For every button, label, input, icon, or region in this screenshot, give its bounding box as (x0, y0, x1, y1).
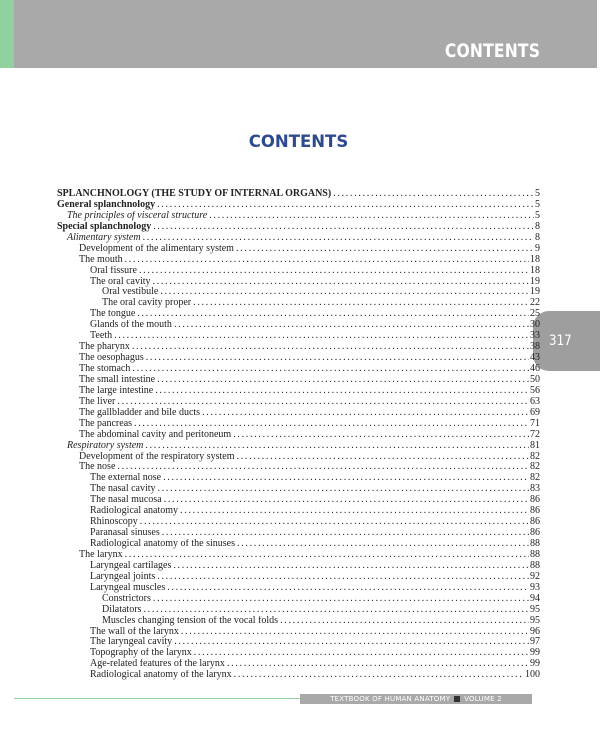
toc-entry-page: 86 (530, 517, 540, 528)
toc-leader-dots (114, 331, 529, 342)
toc-entry[interactable] (57, 309, 540, 320)
toc-leader-dots (237, 539, 529, 550)
header-title: CONTENTS (444, 40, 540, 62)
toc-entry[interactable] (57, 517, 540, 528)
toc-entry-label: The abdominal cavity and peritoneum (79, 429, 232, 440)
toc-entry-label: Respiratory system (67, 440, 144, 451)
toc-entry-page: 82 (530, 451, 540, 462)
toc-entry-page: 99 (530, 659, 540, 670)
toc-entry[interactable] (57, 233, 540, 244)
toc-entry[interactable] (57, 648, 540, 659)
toc-entry-label: Paranasal sinuses (90, 528, 160, 539)
toc-entry-label: Radiological anatomy (90, 506, 179, 517)
toc-entry[interactable] (57, 506, 540, 517)
toc-entry-label: Age-related features of the larynx (90, 659, 225, 670)
toc-entry[interactable] (57, 441, 540, 452)
toc-leader-dots (173, 561, 529, 572)
toc-entry-label: The principles of visceral structure (67, 210, 208, 221)
toc-entry-page: 82 (530, 462, 540, 473)
toc-entry[interactable] (57, 419, 540, 430)
toc-leader-dots (202, 408, 529, 419)
toc-entry[interactable] (57, 255, 540, 266)
toc-entry[interactable] (57, 342, 540, 353)
toc-entry[interactable] (57, 627, 540, 638)
toc-entry-page: 25 (530, 309, 540, 320)
toc-entry-page: 46 (530, 364, 540, 374)
footer-line (14, 698, 300, 699)
toc-leader-dots (280, 616, 529, 627)
toc-entry[interactable] (57, 375, 540, 386)
toc-entry-page: 97 (530, 637, 540, 648)
toc-leader-dots (117, 462, 529, 473)
toc-entry-label: SPLANCHNOLOGY (THE STUDY OF INTERNAL ORGANS) (57, 189, 332, 199)
toc-leader-dots (162, 528, 529, 539)
toc-entry-label: Special splanchnology (57, 221, 152, 232)
toc-entry-page: 5 (535, 199, 540, 210)
toc-entry-label: Topography of the larynx (90, 648, 192, 659)
toc-entry[interactable] (57, 452, 540, 463)
toc-entry-label: The small intestine (79, 374, 156, 385)
toc-entry-label: Development of the alimentary system (79, 243, 234, 254)
toc-entry-page: 22 (530, 298, 540, 309)
toc-entry-page: 81 (530, 440, 540, 451)
toc-entry-page: 95 (530, 615, 540, 626)
toc-entry-label: Rhinoscopy (90, 517, 138, 528)
toc-leader-dots (153, 222, 534, 233)
square-icon (454, 696, 460, 702)
toc-entry-page: 69 (530, 407, 540, 418)
toc-entry-label: The larynx (79, 549, 123, 560)
toc-entry-page: 94 (530, 593, 540, 604)
toc-entry-label: The gallbladder and bile ducts (79, 407, 201, 418)
toc-entry-page: 86 (530, 528, 540, 539)
toc-leader-dots (157, 572, 529, 583)
toc-entry-label: The nasal cavity (90, 484, 156, 495)
footer-book-title: TEXTBOOK OF HUMAN ANATOMY (330, 695, 451, 703)
toc-leader-dots (194, 648, 529, 659)
toc-entry[interactable] (57, 561, 540, 572)
toc-entry-page: 86 (530, 506, 540, 517)
toc-entry[interactable] (57, 408, 540, 419)
toc-leader-dots (134, 419, 529, 430)
toc-entry[interactable] (57, 528, 540, 539)
toc-entry-label: The oral cavity (90, 276, 151, 287)
toc-entry-label: The stomach (79, 364, 131, 374)
toc-entry-label: Laryngeal joints (90, 571, 156, 582)
toc-entry-page: 63 (530, 396, 540, 407)
toc-entry[interactable] (57, 211, 540, 222)
toc-entry-label: Radiological anatomy of the larynx (90, 670, 232, 681)
toc-entry[interactable] (57, 670, 540, 681)
toc-entry[interactable] (57, 331, 540, 342)
toc-entry-page: 30 (530, 320, 540, 331)
toc-entry[interactable] (57, 200, 540, 211)
toc-entry-label: The pancreas (79, 418, 133, 429)
toc-entry[interactable] (57, 320, 540, 331)
toc-entry-label: The oesophagus (79, 353, 144, 364)
toc-entry-label: The oral cavity proper (102, 298, 192, 309)
toc-leader-dots (158, 484, 529, 495)
toc-entry-page: 88 (530, 539, 540, 549)
toc-entry[interactable] (57, 364, 540, 375)
toc-leader-dots (117, 397, 529, 408)
toc-leader-dots (125, 550, 529, 561)
toc-entry-page: 56 (530, 385, 540, 396)
toc-leader-dots (180, 506, 529, 517)
toc-entry[interactable] (57, 539, 540, 550)
toc-entry[interactable] (57, 287, 540, 298)
toc-entry-page: 18 (530, 254, 540, 265)
toc-entry-label: The pharynx (79, 342, 130, 353)
toc-entry-label: Constrictors (102, 593, 151, 604)
toc-entry-page: 93 (530, 582, 540, 593)
toc-entry-label: The large intestine (79, 385, 154, 396)
toc-entry-label: Oral fissure (90, 265, 137, 276)
toc-leader-dots (227, 659, 529, 670)
header-accent (0, 0, 14, 68)
toc-leader-dots (132, 364, 529, 375)
toc-entry-label: The tongue (90, 309, 136, 320)
toc-entry-page: 88 (530, 549, 540, 560)
toc-entry[interactable] (57, 495, 540, 506)
toc-leader-dots (155, 386, 529, 397)
toc-entry-label: The external nose (90, 473, 162, 484)
toc-leader-dots (153, 594, 529, 605)
toc-leader-dots (234, 670, 524, 681)
toc-leader-dots (146, 353, 529, 364)
toc-leader-dots (233, 430, 529, 441)
toc-entry-page: 43 (530, 353, 540, 364)
toc-entry-label: The mouth (79, 254, 123, 265)
toc-leader-dots (143, 233, 534, 244)
toc-leader-dots (193, 298, 529, 309)
toc-entry[interactable] (57, 473, 540, 484)
toc-entry[interactable] (57, 353, 540, 364)
toc-entry-page: 88 (530, 560, 540, 571)
toc-entry[interactable] (57, 572, 540, 583)
toc-entry-page: 19 (530, 287, 540, 298)
toc-entry-page: 18 (530, 265, 540, 276)
toc-leader-dots (139, 266, 529, 277)
toc-entry-label: Laryngeal cartilages (90, 560, 172, 571)
toc-entry[interactable] (57, 266, 540, 277)
toc-entry[interactable] (57, 222, 540, 233)
toc-entry-label: The laryngeal cavity (90, 637, 173, 648)
toc-entry-label: Dilatators (102, 604, 142, 615)
toc-entry-page: 83 (530, 484, 540, 495)
toc-entry-page: 19 (530, 276, 540, 287)
toc-leader-dots (236, 244, 534, 255)
toc-leader-dots (237, 452, 529, 463)
toc-leader-dots (167, 583, 529, 594)
toc-entry-label: The liver (79, 396, 116, 407)
toc-entry[interactable] (57, 616, 540, 627)
toc-leader-dots (125, 255, 529, 266)
toc-leader-dots (137, 309, 529, 320)
toc-entry-label: Glands of the mouth (90, 320, 172, 331)
toc-entry-page: 50 (530, 374, 540, 385)
toc-leader-dots (132, 342, 529, 353)
toc-entry[interactable] (57, 430, 540, 441)
toc-entry[interactable] (57, 605, 540, 616)
toc-leader-dots (181, 627, 529, 638)
toc-entry[interactable] (57, 583, 540, 594)
toc-entry-label: The nasal mucosa (90, 495, 162, 506)
toc-leader-dots (145, 441, 529, 452)
footer-banner (300, 694, 532, 704)
page-title: CONTENTS (248, 132, 349, 151)
toc-entry-page: 92 (530, 571, 540, 582)
toc-entry-label: Muscles changing tension of the vocal folds (102, 615, 279, 626)
page-number: 317 (549, 333, 572, 349)
toc-entry[interactable] (57, 594, 540, 605)
toc-entry-label: Oral vestibule (102, 287, 159, 298)
toc-leader-dots (153, 277, 529, 288)
toc-entry-label: The wall of the larynx (90, 626, 179, 637)
toc-entry[interactable] (57, 397, 540, 408)
toc-entry-label: Alimentary system (67, 232, 141, 243)
toc-entry[interactable] (57, 462, 540, 473)
toc-leader-dots (174, 320, 529, 331)
toc-entry[interactable] (57, 277, 540, 288)
table-of-contents (57, 189, 540, 681)
toc-entry[interactable] (57, 550, 540, 561)
toc-leader-dots (157, 200, 534, 211)
toc-entry-label: The nose (79, 462, 116, 473)
toc-leader-dots (174, 637, 529, 648)
toc-entry-page: 82 (530, 473, 540, 484)
toc-entry-page: 38 (530, 342, 540, 353)
toc-leader-dots (333, 189, 534, 200)
toc-entry-page: 5 (535, 210, 540, 221)
footer-volume: VOLUME 2 (464, 695, 502, 703)
toc-entry-page: 99 (530, 648, 540, 659)
toc-entry-label: Laryngeal muscles (90, 582, 166, 593)
toc-leader-dots (160, 287, 529, 298)
toc-entry[interactable] (57, 659, 540, 670)
toc-entry-page: 9 (535, 243, 540, 254)
toc-entry-page: 8 (535, 221, 540, 232)
toc-entry-label: Radiological anatomy of the sinuses (90, 539, 235, 549)
toc-entry-label: Teeth (90, 331, 113, 342)
toc-entry-page: 86 (530, 495, 540, 506)
toc-entry[interactable] (57, 637, 540, 648)
toc-entry-label: General splanchnology (57, 199, 156, 210)
toc-entry[interactable] (57, 189, 540, 200)
toc-entry-page: 5 (535, 189, 540, 199)
toc-entry[interactable] (57, 244, 540, 255)
toc-leader-dots (140, 517, 529, 528)
toc-leader-dots (164, 495, 529, 506)
toc-entry-page: 100 (525, 670, 540, 681)
toc-leader-dots (143, 605, 529, 616)
toc-entry-page: 96 (530, 626, 540, 637)
toc-entry[interactable] (57, 386, 540, 397)
toc-entry[interactable] (57, 484, 540, 495)
toc-entry-page: 33 (530, 331, 540, 342)
toc-entry-label: Development of the respiratory system (79, 451, 235, 462)
toc-entry-page: 72 (530, 429, 540, 440)
toc-entry-page: 95 (530, 604, 540, 615)
toc-entry-page: 71 (530, 418, 540, 429)
toc-leader-dots (157, 375, 529, 386)
toc-entry-page: 8 (535, 232, 540, 243)
toc-leader-dots (163, 473, 529, 484)
toc-entry[interactable] (57, 298, 540, 309)
toc-leader-dots (209, 211, 534, 222)
